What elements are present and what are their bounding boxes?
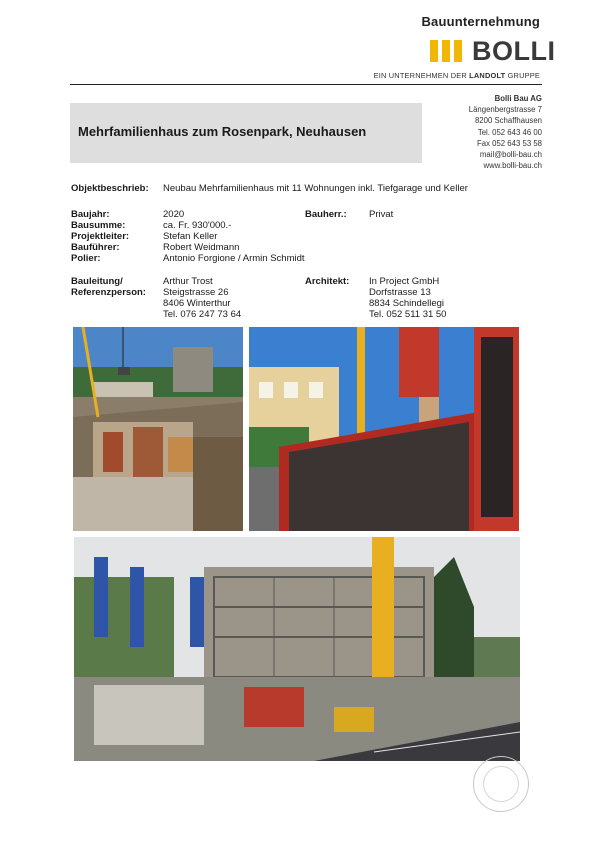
address-street: Längenbergstrasse 7	[468, 105, 542, 115]
tagline-suffix: GRUPPE	[505, 71, 540, 80]
baujahr-value: 2020	[163, 209, 185, 220]
address-email[interactable]: mail@bolli-bau.ch	[479, 150, 542, 160]
polier-value: Antonio Forgione / Armin Schmidt	[163, 253, 305, 264]
company-descriptor: Bauunternehmung	[421, 14, 540, 29]
projektleiter-value: Stefan Keller	[163, 231, 218, 242]
address-city: 8200 Schaffhausen	[474, 116, 542, 126]
construction-photo-formwork	[249, 327, 519, 531]
objekt-value: Neubau Mehrfamilienhaus mit 11 Wohnungen inkl. Tiefgarage und Keller	[163, 183, 468, 194]
construction-photo-building	[74, 537, 520, 761]
baujahr-label: Baujahr:	[71, 209, 110, 220]
tagline-group-name: LANDOLT	[469, 71, 506, 80]
certification-seal-icon	[473, 756, 529, 812]
brand-name: BOLLI	[472, 36, 556, 66]
company-address	[469, 93, 542, 171]
architekt-city: 8834 Schindellegi	[369, 298, 445, 309]
objekt-label: Objektbeschrieb:	[71, 183, 149, 194]
construction-photo-excavation	[73, 327, 243, 531]
bausumme-value: ca. Fr. 930'000.-	[163, 220, 232, 231]
bauleitung-label: Bauleitung/	[71, 276, 123, 287]
bauherr-value: Privat	[369, 209, 394, 220]
bauleitung-city: 8406 Winterthur	[163, 298, 231, 309]
architekt-label: Architekt:	[305, 276, 350, 287]
referenzperson-label: Referenzperson:	[71, 287, 146, 298]
header-divider	[70, 84, 542, 85]
polier-label: Polier:	[71, 253, 101, 264]
address-web[interactable]: www.bolli-bau.ch	[483, 161, 542, 171]
baufuehrer-value: Robert Weidmann	[163, 242, 240, 253]
address-company: Bolli Bau AG	[494, 94, 542, 103]
bauleitung-name: Arthur Trost	[163, 276, 213, 287]
baufuehrer-label: Bauführer:	[71, 242, 120, 253]
tagline-prefix: EIN UNTERNEHMEN DER	[373, 71, 470, 80]
address-fax: Fax 052 643 53 58	[476, 138, 542, 148]
brand-tagline	[374, 71, 540, 80]
bauherr-label: Bauherr.:	[305, 209, 347, 220]
bauleitung-street: Steigstrasse 26	[163, 287, 229, 298]
bauleitung-tel: Tel. 076 247 73 64	[163, 309, 242, 320]
bolli-logo-icon	[430, 40, 462, 62]
project-title: Mehrfamilienhaus zum Rosenpark, Neuhausen	[78, 124, 367, 139]
address-tel: Tel. 052 643 46 00	[477, 127, 542, 137]
architekt-name: In Project GmbH	[369, 276, 440, 287]
architekt-street: Dorfstrasse 13	[369, 287, 431, 298]
architekt-tel: Tel. 052 511 31 50	[369, 309, 447, 320]
projektleiter-label: Projektleiter:	[71, 231, 130, 242]
bausumme-label: Bausumme:	[71, 220, 126, 231]
